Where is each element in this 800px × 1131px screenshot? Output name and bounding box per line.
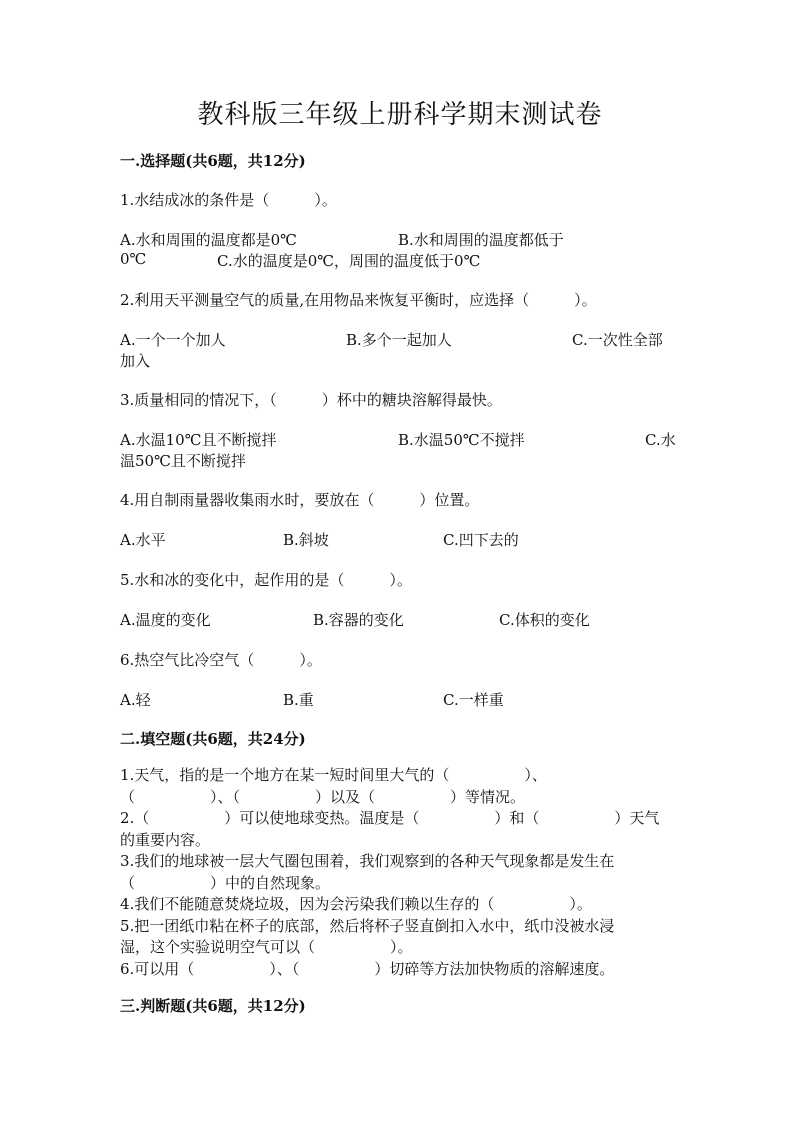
question-stem: 5.水和冰的变化中，起作用的是（ ）。 <box>120 571 412 589</box>
option-b: B.容器的变化 <box>313 611 404 629</box>
option-a: A.温度的变化 <box>120 611 211 629</box>
option-c: C.体积的变化 <box>499 611 590 629</box>
fill-line: 湿，这个实验说明空气可以（ ）。 <box>120 938 413 956</box>
option-b: B.水温50℃不搅拌 <box>398 431 525 449</box>
option-b: B.多个一起加人 <box>346 331 452 349</box>
option-b-continued: 0℃ <box>120 250 147 268</box>
fill-line: 2.（ ）可以使地球变热。温度是（ ）和（ ）天气 <box>120 809 660 827</box>
fill-line: 4.我们不能随意焚烧垃圾，因为会污染我们赖以生存的（ ）。 <box>120 895 592 913</box>
option-c-continued: 温50℃且不断搅拌 <box>120 452 246 470</box>
option-b: B.斜坡 <box>283 531 329 549</box>
fill-line: 3.我们的地球被一层大气圈包围着，我们观察到的各种天气现象都是发生在 <box>120 852 615 870</box>
section-heading-judge: 三.判断题(共6题，共12分) <box>120 997 306 1015</box>
option-c: C.一样重 <box>443 691 504 709</box>
option-c: C.一次性全部 <box>572 331 663 349</box>
option-a: A.一个一个加人 <box>120 331 226 349</box>
question-stem: 4.用自制雨量器收集雨水时，要放在（ ）位置。 <box>120 491 480 509</box>
option-a: A.水和周围的温度都是0℃ <box>120 231 297 249</box>
option-c: C.水的温度是0℃，周围的温度低于0℃ <box>217 252 481 270</box>
section-heading-choice: 一.选择题(共6题，共12分) <box>120 152 306 170</box>
section-heading-fill: 二.填空题(共6题，共24分) <box>120 730 306 748</box>
fill-line: 的重要内容。 <box>120 830 211 849</box>
option-a: A.水平 <box>120 531 166 549</box>
fill-line: （ ）中的自然现象。 <box>120 873 331 892</box>
question-stem: 1.水结成冰的条件是（ ）。 <box>120 191 337 209</box>
option-b: B.水和周围的温度都低于 <box>398 231 564 249</box>
option-c: C.凹下去的 <box>443 531 519 549</box>
option-a: A.水温10℃且不断搅拌 <box>120 431 277 449</box>
option-c-continued: 加入 <box>120 352 151 370</box>
fill-line: 5.把一团纸巾粘在杯子的底部，然后将杯子竖直倒扣入水中，纸巾没被水浸 <box>120 916 615 935</box>
question-stem: 6.热空气比冷空气（ ）。 <box>120 651 322 669</box>
option-b: B.重 <box>283 691 314 709</box>
fill-line: 6.可以用（ ）、（ ）切碎等方法加快物质的溶解速度。 <box>120 959 615 978</box>
page-title: 教科版三年级上册科学期末测试卷 <box>197 100 603 130</box>
fill-line: （ ）、（ ）以及（ ）等情况。 <box>120 787 526 806</box>
fill-line: 1.天气，指的是一个地方在某一短时间里大气的（ ）、 <box>120 766 547 784</box>
question-stem: 3.质量相同的情况下，（ ）杯中的糖块溶解得最快。 <box>120 391 502 409</box>
option-a: A.轻 <box>120 691 151 709</box>
fill-in-questions <box>120 765 682 980</box>
option-c: C.水 <box>645 431 676 449</box>
question-stem: 2.利用天平测量空气的质量,在用物品来恢复平衡时，应选择（ ）。 <box>120 291 597 309</box>
